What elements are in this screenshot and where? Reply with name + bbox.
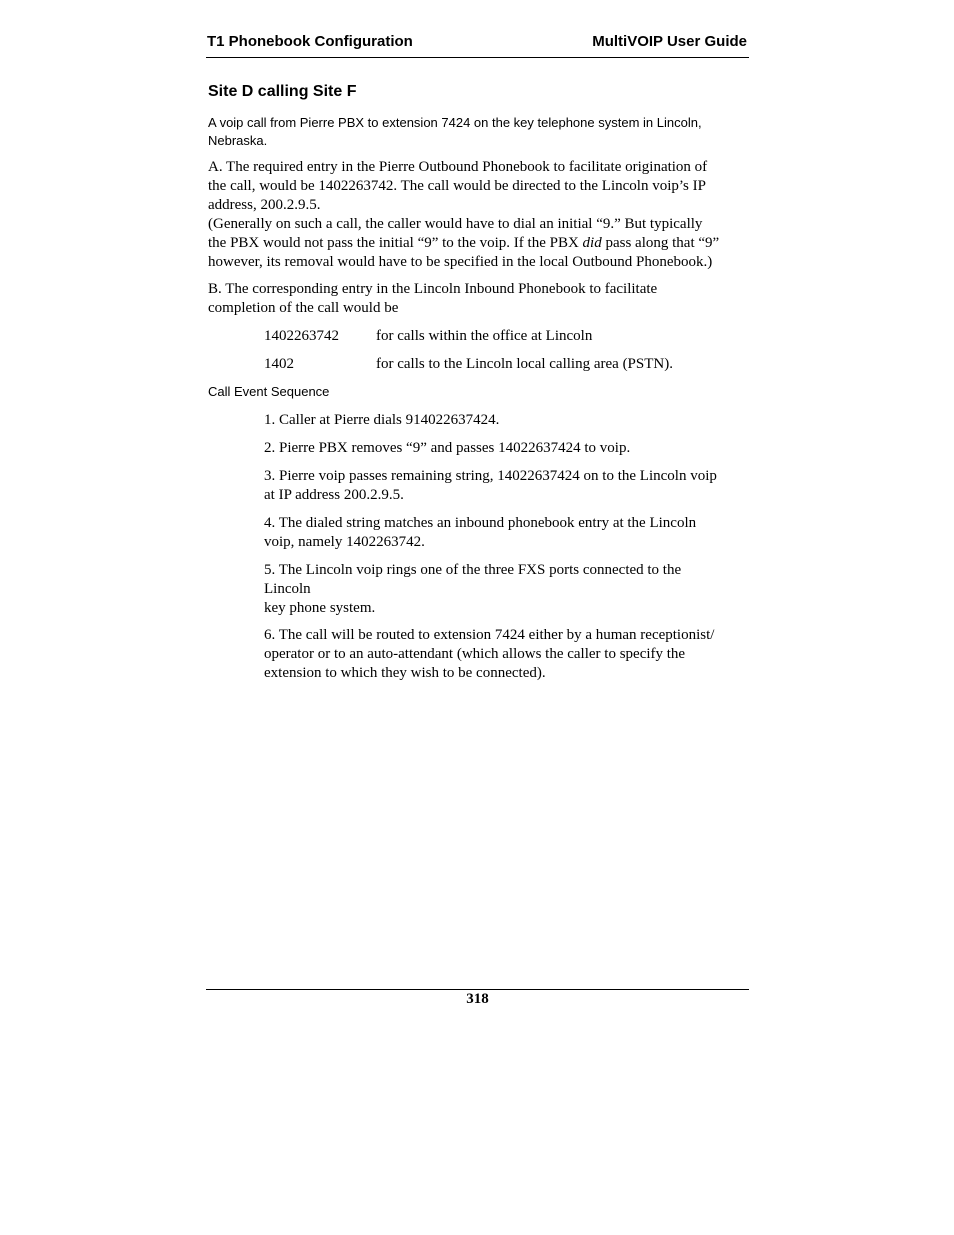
step-line: Lincoln (264, 581, 311, 597)
intro-paragraph: A voip call from Pierre PBX to extension 7424 on the key telephone system in Lincoln, Nebraska. (208, 115, 702, 148)
sequence-step (264, 561, 753, 618)
footer-divider (206, 989, 749, 990)
phonebook-entry (264, 355, 744, 374)
paragraph-a-line: A. The required entry in the Pierre Outbound Phonebook to facilitate origination of (208, 159, 708, 175)
step-line: 2. Pierre PBX removes “9” and passes 14022637424 to voip. (264, 440, 631, 456)
step-line: key phone system. (264, 600, 376, 616)
paragraph-b (208, 280, 748, 318)
step-line: 1. Caller at Pierre dials 914022637424. (264, 412, 500, 428)
step-line: voip, namely 1402263742. (264, 534, 425, 550)
step-line: 4. The dialed string matches an inbound phonebook entry at the Lincoln (264, 515, 697, 531)
sequence-step (264, 514, 753, 552)
phonebook-entry (264, 327, 744, 346)
sequence-step (264, 467, 753, 505)
step-line: extension to which they wish to be connected). (264, 665, 546, 681)
header-divider (206, 57, 749, 58)
sequence-step (264, 439, 753, 458)
page-header (207, 33, 747, 53)
entry-description: for calls within the office at Lincoln (376, 328, 593, 344)
paragraph-a-line: address, 200.2.9.5. (208, 197, 321, 213)
paragraph-a-text: the PBX would not pass the initial “9” to the voip. If the PBX (208, 235, 583, 251)
paragraph-a-text: pass along that “9” (601, 235, 720, 251)
paragraph-a-line: (Generally on such a call, the caller would have to dial an initial “9.” But typically (208, 216, 703, 232)
sequence-step (264, 626, 753, 683)
section-title: Site D calling Site F (208, 83, 357, 100)
entry-number: 1402263742 (264, 328, 339, 344)
paragraph-a-line: the call, would be 1402263742. The call would be directed to the Lincoln voip’s IP (208, 178, 706, 194)
header-chapter-title: T1 Phonebook Configuration (207, 33, 413, 50)
page-number: 318 (466, 991, 489, 1007)
step-line: 3. Pierre voip passes remaining string, 14022637424 on to the Lincoln voip (264, 468, 717, 484)
entry-description: for calls to the Lincoln local calling area (PSTN). (376, 356, 673, 372)
header-guide-title: MultiVOIP User Guide (592, 33, 747, 50)
step-line: 5. The Lincoln voip rings one of the three FXS ports connected to the (264, 562, 682, 578)
sequence-step (264, 411, 753, 430)
sequence-label: Call Event Sequence (208, 384, 330, 399)
paragraph-b-line: completion of the call would be (208, 300, 399, 316)
paragraph-b-line: B. The corresponding entry in the Lincoln Inbound Phonebook to facilitate (208, 281, 658, 297)
paragraph-a-line (208, 234, 753, 253)
step-line: at IP address 200.2.9.5. (264, 487, 404, 503)
step-line: operator or to an auto-attendant (which allows the caller to specify the (264, 646, 686, 662)
paragraph-a-line: however, its removal would have to be specified in the local Outbound Phonebook.) (208, 254, 713, 270)
entry-number: 1402 (264, 356, 294, 372)
paragraph-a (208, 158, 753, 272)
step-line: 6. The call will be routed to extension 7424 either by a human receptionist/ (264, 627, 715, 643)
emphasis-did: did (582, 235, 602, 251)
